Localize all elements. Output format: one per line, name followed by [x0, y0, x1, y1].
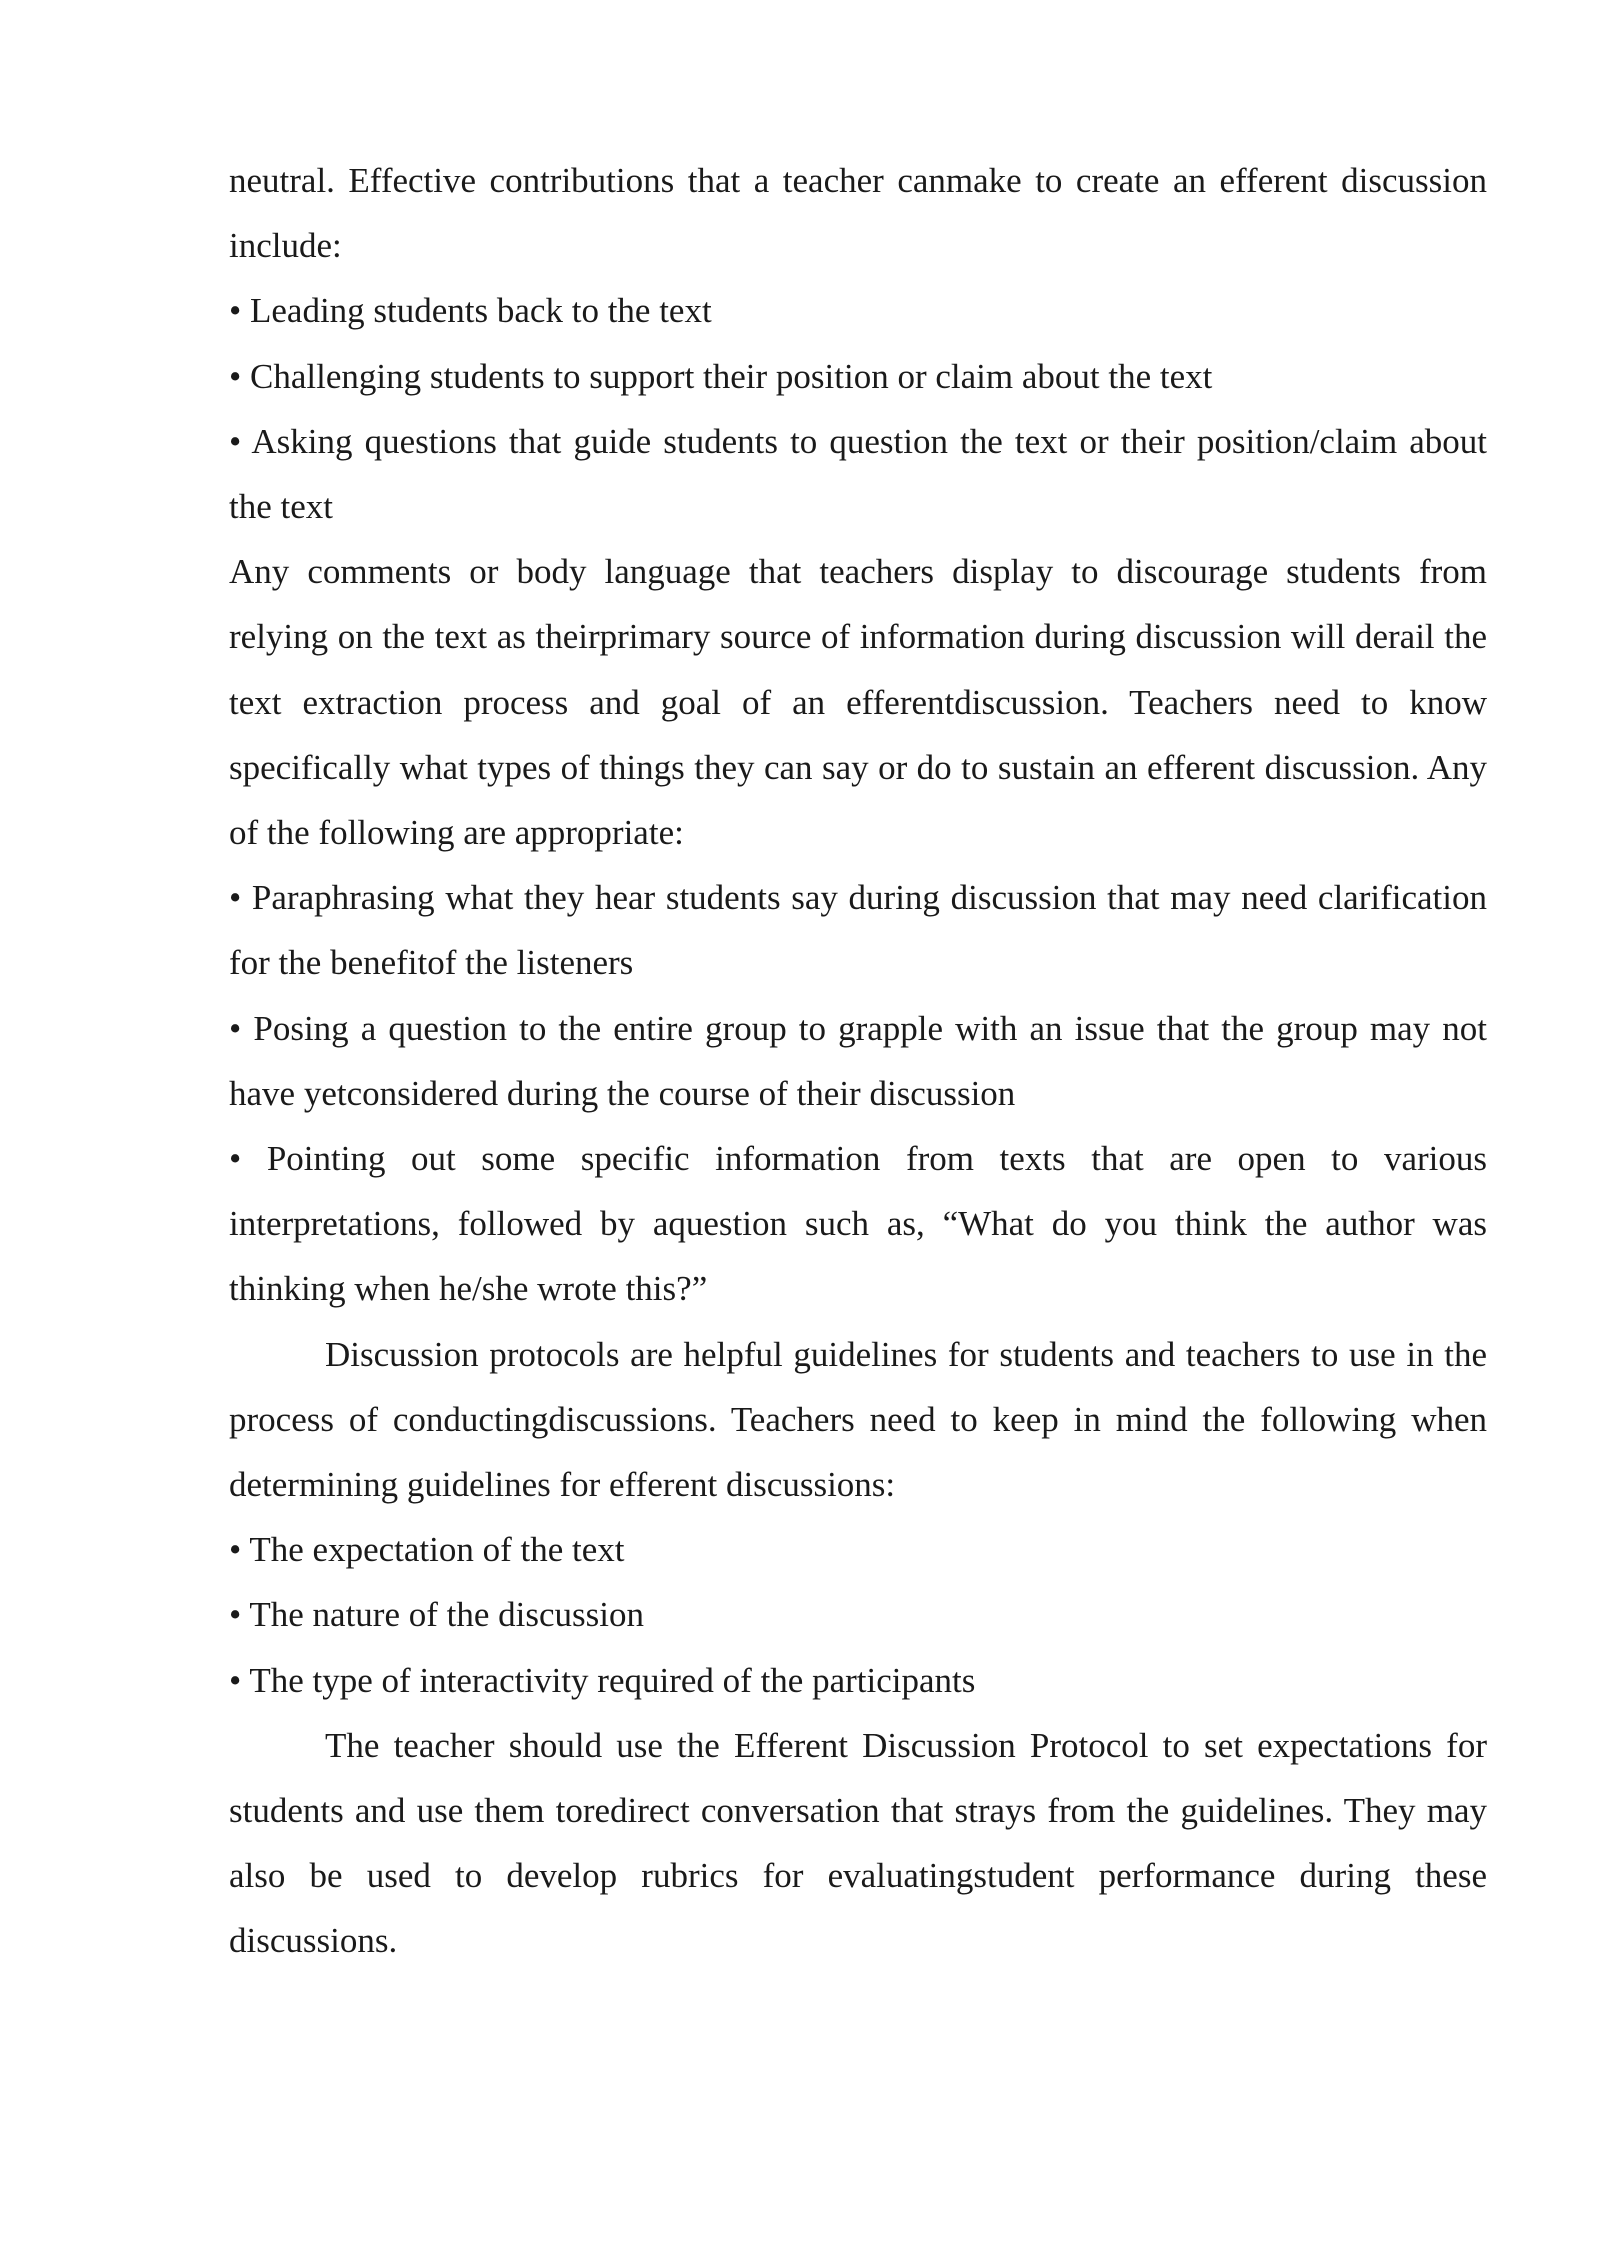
bullet-item-paraphrasing: • Paraphrasing what they hear students say during discussion that may need clarification for the benefitof the listeners	[229, 878, 1487, 983]
bullet-item-expectation: • The expectation of the text	[229, 1530, 625, 1570]
bullet-item-nature: • The nature of the discussion	[229, 1595, 644, 1635]
bullet-item-pointing: • Pointing out some specific information from texts that are open to various interpretations, followed by aquestion such as, “What do you think the author was thinking when he/she wrote this?”	[229, 1139, 1487, 1309]
paragraph-teacher-protocol: The teacher should use the Efferent Discussion Protocol to set expectations for students and use them toredirect conversation that strays from the guidelines. They may also be used to develop rubrics for evaluatingstudent performance during these discussions.	[229, 1725, 1487, 1961]
document-page	[229, 148, 1487, 1974]
paragraph-intro: neutral. Effective contributions that a teacher canmake to create an efferent discussion include:	[229, 161, 1487, 266]
paragraph-protocols: Discussion protocols are helpful guidelines for students and teachers to use in the process of conductingdiscussions. Teachers need to keep in mind the following when determining guidelines for efferent discussions:	[229, 1334, 1487, 1505]
bullet-item-posing: • Posing a question to the entire group to grapple with an issue that the group may not have yetconsidered during the course of their discussion	[229, 1008, 1487, 1113]
paragraph-comments: Any comments or body language that teachers display to discourage students from relying on the text as theirprimary source of information during discussion will derail the text extraction process and goal of an efferentdiscussion. Teachers need to know specifically what types of things they can say or do to sustain an efferent discussion. Any of the following are appropriate:	[229, 552, 1487, 853]
bullet-item-leading: • Leading students back to the text	[229, 291, 712, 331]
bullet-item-interactivity: • The type of interactivity required of the participants	[229, 1660, 976, 1700]
bullet-item-asking: • Asking questions that guide students to question the text or their position/claim about the text	[229, 421, 1487, 527]
bullet-item-challenging: • Challenging students to support their position or claim about the text	[229, 356, 1213, 396]
